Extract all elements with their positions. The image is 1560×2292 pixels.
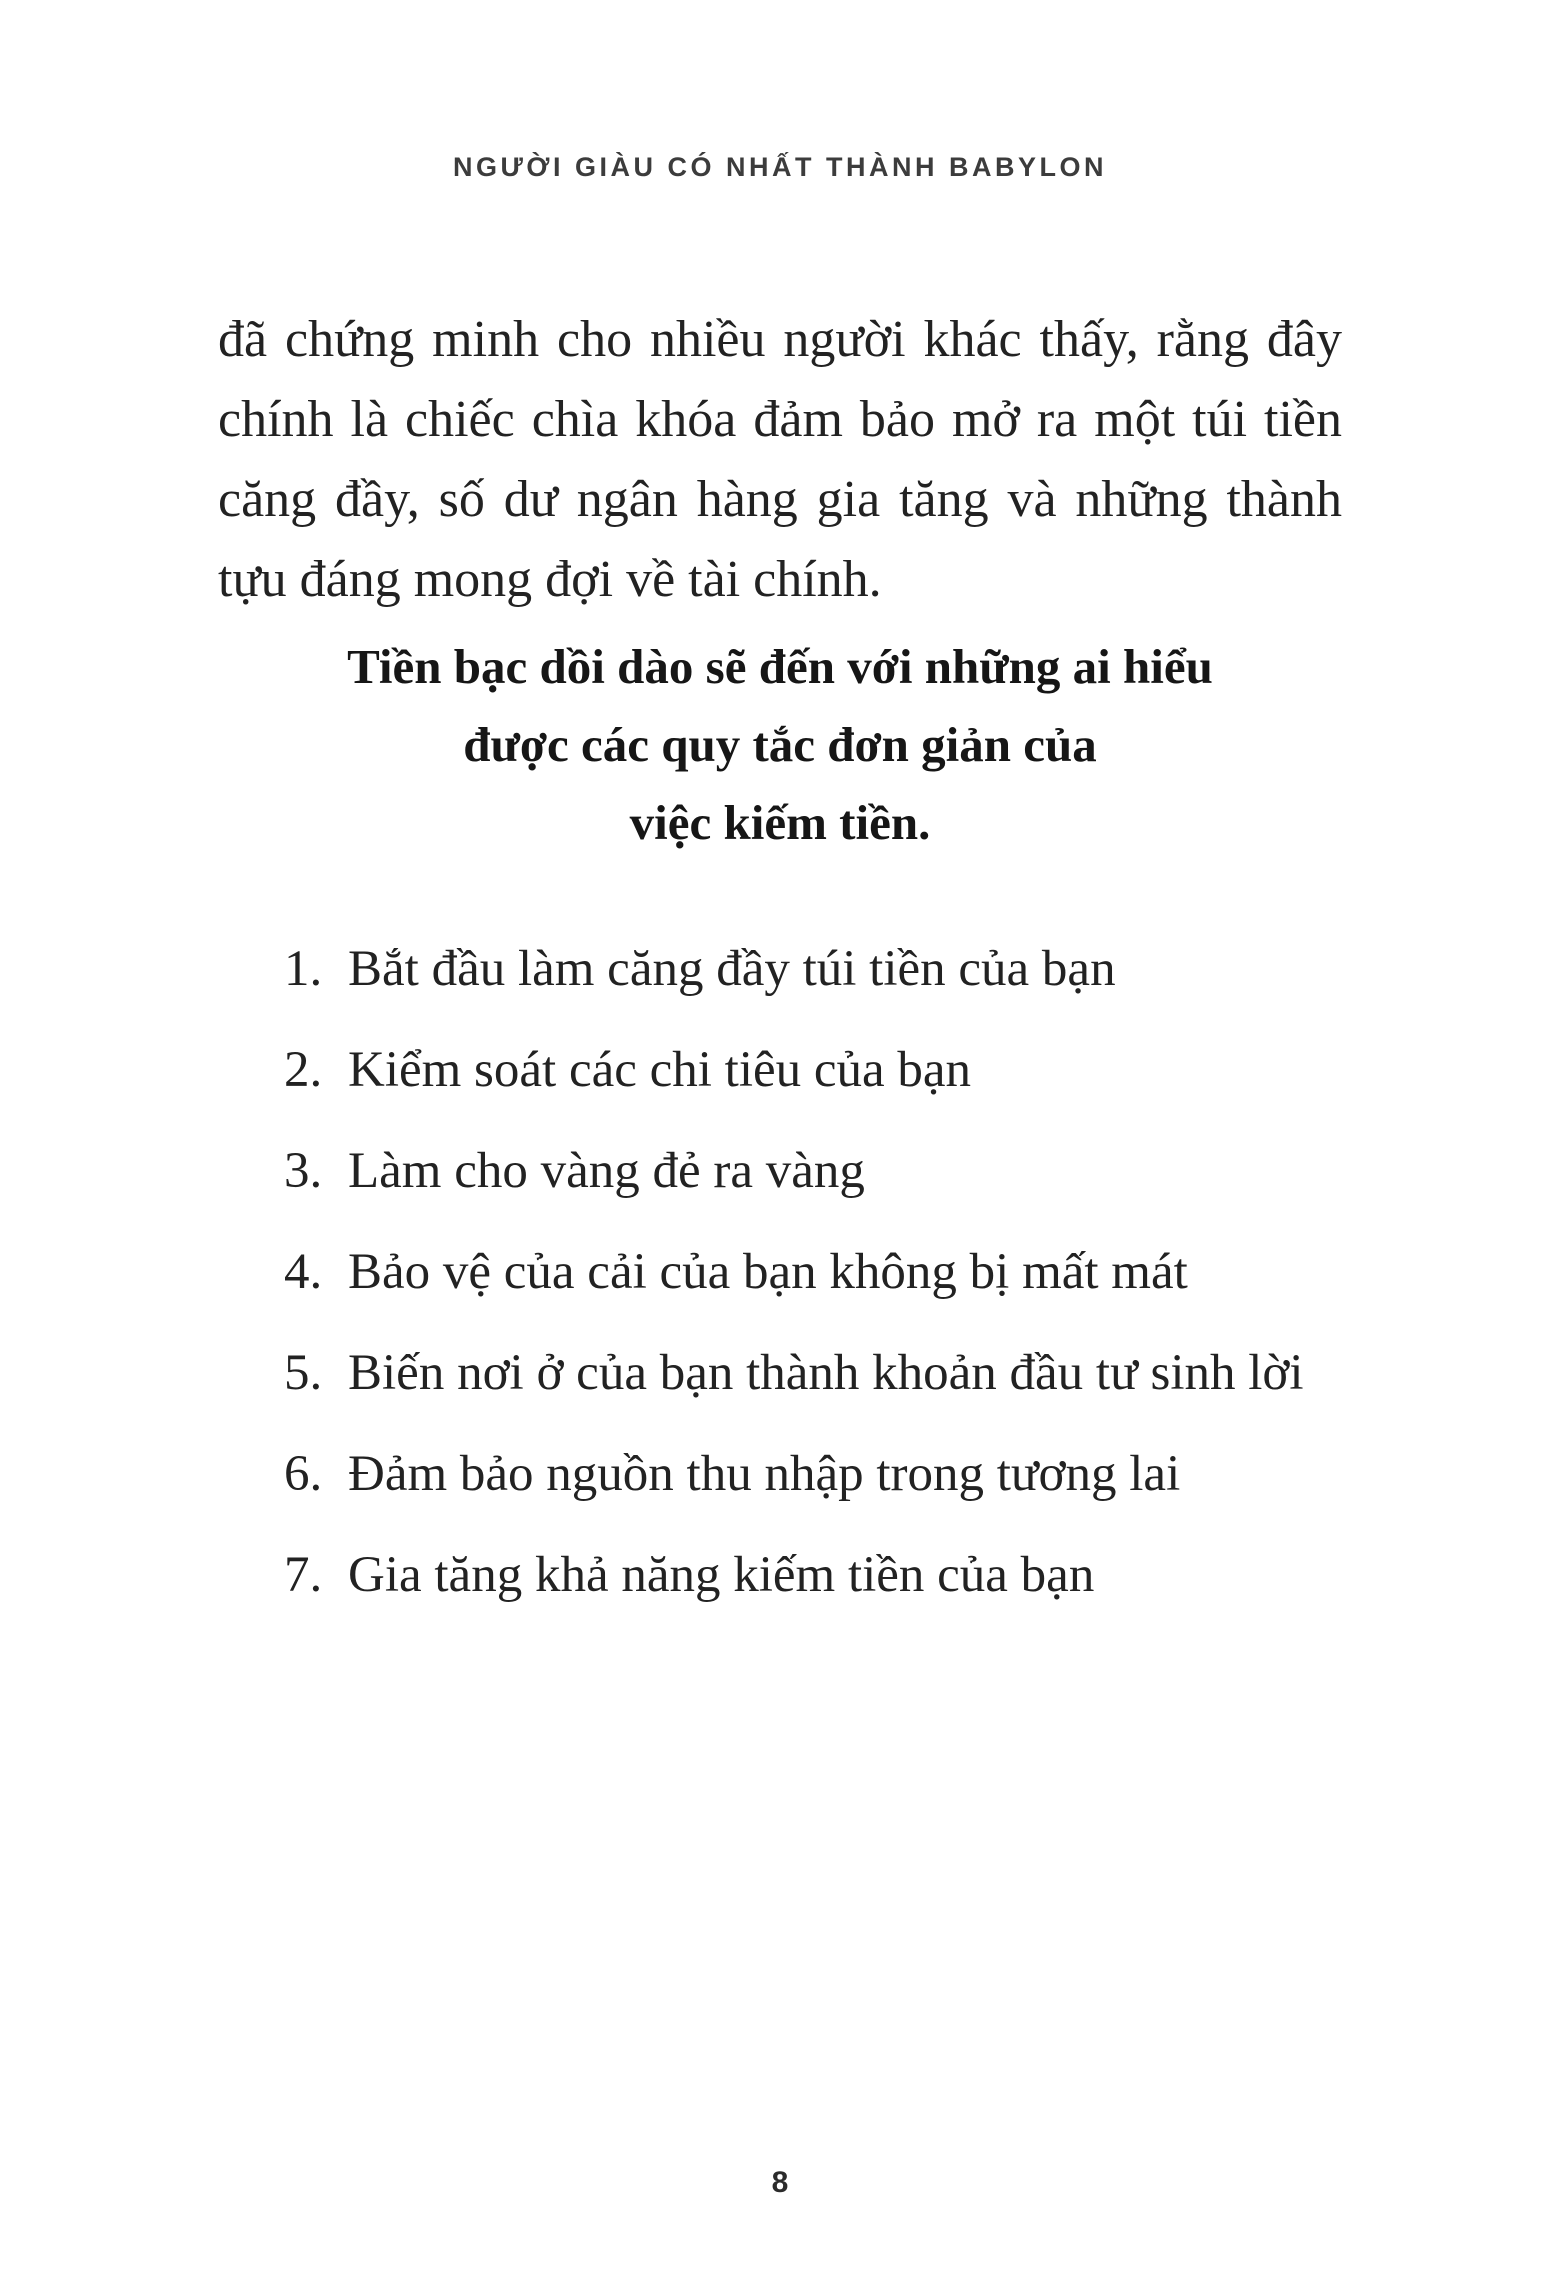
list-item-text: Bắt đầu làm căng đầy túi tiền của bạn [348,941,1116,997]
list-item-number: 7. [284,1547,323,1603]
list-item-number: 3. [284,1143,323,1199]
principles-list [284,938,1410,1645]
pull-quote [160,628,1400,862]
paragraph-line: đã chứng minh cho nhiều người khác thấy, rằng đây [218,311,1342,368]
list-item [284,938,1410,1000]
list-item [284,1342,1410,1404]
list-item-text: Kiểm soát các chi tiêu của bạn [348,1042,972,1098]
list-item-text: Gia tăng khả năng kiếm tiền của bạn [348,1547,1095,1603]
list-item [284,1140,1410,1202]
running-header: NGƯỜI GIÀU CÓ NHẤT THÀNH BABYLON [453,152,1107,182]
list-item-text: Đảm bảo nguồn thu nhập trong tương lai [348,1446,1181,1502]
quote-line: Tiền bạc dồi dào sẽ đến với những ai hiểu [347,639,1213,694]
list-item-number: 2. [284,1042,323,1098]
list-item-number: 4. [284,1244,323,1300]
list-item-number: 6. [284,1446,323,1502]
paragraph-line: căng đầy, số dư ngân hàng gia tăng và những thành [218,471,1342,528]
page-number: 8 [771,2166,789,2199]
body-paragraph [218,300,1342,620]
list-item-text: Biến nơi ở của bạn thành khoản đầu tư sinh lời [348,1345,1304,1401]
list-item [284,1039,1410,1101]
paragraph-line: chính là chiếc chìa khóa đảm bảo mở ra một túi tiền [218,391,1342,448]
list-item-text: Bảo vệ của cải của bạn không bị mất mát [348,1244,1188,1300]
list-item-text: Làm cho vàng đẻ ra vàng [348,1143,865,1199]
list-item [284,1443,1410,1505]
quote-line: được các quy tắc đơn giản của [463,717,1097,772]
paragraph-line: tựu đáng mong đợi về tài chính. [218,551,882,608]
list-item-number: 1. [284,941,323,997]
list-item [284,1544,1410,1606]
list-item-number: 5. [284,1345,323,1401]
quote-line: việc kiếm tiền. [629,795,931,850]
list-item [284,1241,1410,1303]
